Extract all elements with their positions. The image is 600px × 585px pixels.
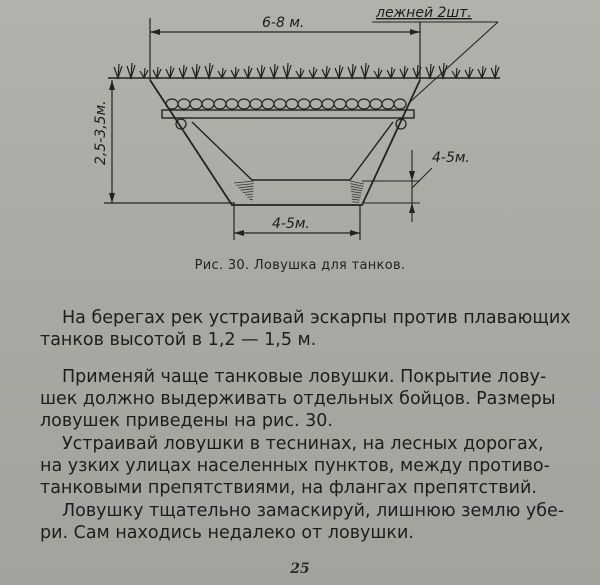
paragraph-line: шек должно выдерживать отдельных бойцов. Размеры [40,389,556,409]
paragraph-line: ри. Сам находись недалеко от ловушки. [40,523,414,543]
paragraph-2 [40,366,575,432]
paragraph-3 [40,433,575,499]
bottom-width-label: 4-5м. [272,216,310,232]
trench-outer-wall [150,80,420,205]
cover-beam [162,110,414,118]
figure-caption: Рис. 30. Ловушка для танков. [194,258,406,273]
paragraph-line: Ловушку тщательно замаскируй, лишнюю землю убе- [62,501,565,521]
paragraph-line: Применяй чаще танковые ловушки. Покрытие лову- [62,367,547,387]
depth-label: 2,5-3,5м. [93,100,109,165]
top-width-label: 6-8 м. [262,15,305,31]
paragraph-line: танковыми препятствиями, на флангах препятствий. [40,478,537,498]
tank-trap-figure [0,0,600,245]
log-row [166,99,406,109]
paragraph-1 [40,307,575,351]
grass-tufts [114,63,499,78]
paragraph-line: ловушек приведены на рис. 30. [40,411,333,431]
tank-trap-diagram [0,0,600,245]
trench-bottom-hatch [234,181,364,202]
side-label: 4-5м. [432,150,470,166]
logs-label: лежней 2шт. [376,5,472,21]
paragraph-line: танков высотой в 1,2 — 1,5 м. [40,330,317,350]
paragraph-line: На берегах рек устраивай эскарпы против плавающих [62,308,571,328]
paragraph-line: на узких улицах населенных пунктов, между противо- [40,456,550,476]
paragraph-line: Устраивай ловушки в теснинах, на лесных дорогах, [62,434,544,454]
trench-inner-wall [192,122,393,180]
page-number: 25 [290,561,310,577]
paragraph-4 [40,500,575,544]
